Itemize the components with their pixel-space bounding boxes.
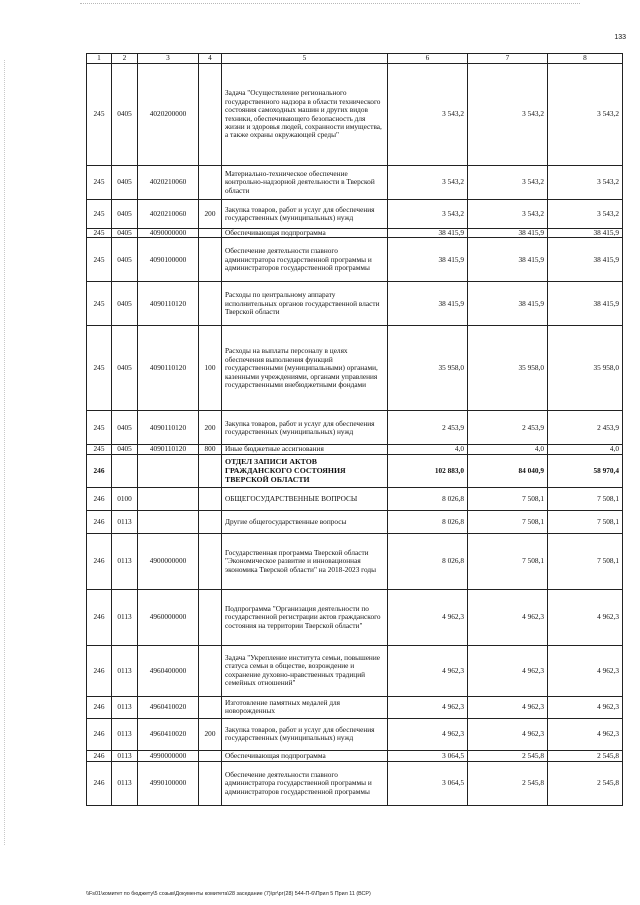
table-row [87,533,623,589]
table-row [87,750,623,761]
table-row [87,411,623,445]
amount-year3-cell: 38 415,9 [548,282,623,326]
target-article-cell: 4090000000 [138,229,199,238]
amount-year1-cell: 102 883,0 [388,454,468,487]
amount-year3-cell: 7 508,1 [548,510,623,533]
description-cell: Закупка товаров, работ и услуг для обеспечения государственных (муниципальных) нужд [222,411,388,445]
target-article-cell: 4090110120 [138,445,199,454]
section-code-cell: 0113 [112,510,138,533]
target-article-cell: 4020200000 [138,64,199,166]
footer-file-path: \\Fs01\комитет по бюджету\5 созыв\Документы комитета\28 заседание (7)\рг\рг(28) 544-П-6\Прил 5 Прил 11 (ВСР) [86,891,371,897]
target-article-cell: 4990000000 [138,750,199,761]
amount-year1-cell: 3 543,2 [388,166,468,200]
amount-year2-cell: 7 508,1 [468,533,548,589]
budget-code-cell: 246 [87,645,112,696]
expense-type-cell [199,533,222,589]
section-code-cell: 0113 [112,533,138,589]
budget-code-cell: 246 [87,761,112,805]
expense-type-cell [199,64,222,166]
amount-year2-cell: 4 962,3 [468,718,548,750]
budget-code-cell: 245 [87,445,112,454]
section-code-cell: 0100 [112,487,138,510]
column-header: 1 [87,54,112,64]
target-article-cell: 4960400000 [138,645,199,696]
section-code-cell: 0113 [112,589,138,645]
table-row [87,282,623,326]
table-row [87,326,623,411]
scan-noise-top [80,3,580,5]
amount-year3-cell: 3 543,2 [548,64,623,166]
column-header: 6 [388,54,468,64]
target-article-cell: 4960000000 [138,589,199,645]
budget-code-cell: 246 [87,533,112,589]
budget-code-cell: 245 [87,166,112,200]
amount-year3-cell: 2 453,9 [548,411,623,445]
amount-year3-cell: 58 970,4 [548,454,623,487]
expense-type-cell: 800 [199,445,222,454]
section-code-cell: 0405 [112,282,138,326]
amount-year3-cell: 38 415,9 [548,238,623,282]
table-row [87,200,623,229]
budget-code-cell: 246 [87,487,112,510]
target-article-cell: 4090100000 [138,238,199,282]
amount-year1-cell: 4 962,3 [388,589,468,645]
amount-year3-cell: 4 962,3 [548,718,623,750]
description-cell: Расходы по центральному аппарату исполнительных органов государственной власти Тверской области [222,282,388,326]
target-article-cell: 4900000000 [138,533,199,589]
description-cell: Государственная программа Тверской области "Экономическое развитие и инновационная экономика Тверской области" на 2018-2023 годы [222,533,388,589]
expense-type-cell [199,454,222,487]
amount-year2-cell: 7 508,1 [468,487,548,510]
column-header: 2 [112,54,138,64]
amount-year2-cell: 38 415,9 [468,229,548,238]
amount-year1-cell: 4,0 [388,445,468,454]
budget-code-cell: 246 [87,589,112,645]
budget-code-cell: 245 [87,282,112,326]
amount-year3-cell: 2 545,8 [548,761,623,805]
budget-code-cell: 246 [87,510,112,533]
expense-type-cell [199,229,222,238]
target-article-cell: 4090110120 [138,326,199,411]
table-row [87,718,623,750]
amount-year1-cell: 3 064,5 [388,761,468,805]
amount-year1-cell: 3 543,2 [388,200,468,229]
amount-year2-cell: 3 543,2 [468,64,548,166]
amount-year1-cell: 4 962,3 [388,718,468,750]
budget-code-cell: 245 [87,200,112,229]
amount-year3-cell: 3 543,2 [548,200,623,229]
description-cell: ОБЩЕГОСУДАРСТВЕННЫЕ ВОПРОСЫ [222,487,388,510]
amount-year1-cell: 8 026,8 [388,533,468,589]
amount-year3-cell: 4 962,3 [548,696,623,718]
amount-year3-cell: 7 508,1 [548,533,623,589]
amount-year1-cell: 3 543,2 [388,64,468,166]
target-article-cell: 4960410020 [138,696,199,718]
amount-year2-cell: 4,0 [468,445,548,454]
section-code-cell: 0405 [112,200,138,229]
amount-year1-cell: 3 064,5 [388,750,468,761]
amount-year3-cell: 4 962,3 [548,589,623,645]
description-cell: Обеспечивающая подпрограмма [222,750,388,761]
amount-year2-cell: 38 415,9 [468,238,548,282]
description-cell: Задача "Осуществление регионального государственного надзора в области технического состояния самоходных машин и других видов техники, обеспечивающего безопасность для жизни и здоровья людей, сохранности имущества, а также охраны окружающей среды" [222,64,388,166]
target-article-cell: 4020210060 [138,200,199,229]
section-code-cell: 0113 [112,696,138,718]
target-article-cell: 4990100000 [138,761,199,805]
amount-year2-cell: 35 958,0 [468,326,548,411]
description-cell: Закупка товаров, работ и услуг для обеспечения государственных (муниципальных) нужд [222,718,388,750]
description-cell: Задача "Укрепление института семьи, повышение статуса семьи в обществе, возрождение и сохранение духовно-нравственных традиций семейных отношений" [222,645,388,696]
page-number: 133 [614,34,626,41]
expense-type-cell: 200 [199,200,222,229]
description-cell: Изготовление памятных медалей для новорожденных [222,696,388,718]
section-code-cell: 0405 [112,166,138,200]
section-code-cell: 0405 [112,229,138,238]
amount-year2-cell: 38 415,9 [468,282,548,326]
budget-code-cell: 245 [87,326,112,411]
section-code-cell [112,454,138,487]
target-article-cell: 4090110120 [138,411,199,445]
budget-code-cell: 245 [87,64,112,166]
description-cell: Иные бюджетные ассигнования [222,445,388,454]
target-article-cell [138,454,199,487]
budget-code-cell: 246 [87,718,112,750]
amount-year3-cell: 3 543,2 [548,166,623,200]
table-body [87,64,623,806]
column-header: 8 [548,54,623,64]
expense-type-cell: 100 [199,326,222,411]
table-row [87,589,623,645]
amount-year2-cell: 2 545,8 [468,750,548,761]
section-code-cell: 0405 [112,326,138,411]
table-row [87,510,623,533]
expense-type-cell: 200 [199,411,222,445]
section-code-cell: 0113 [112,761,138,805]
scan-margin-mark [4,60,6,845]
amount-year2-cell: 3 543,2 [468,166,548,200]
description-cell: Обеспечение деятельности главного администратора государственной программы и администраторов государственной программы [222,238,388,282]
expense-type-cell [199,761,222,805]
description-cell: Закупка товаров, работ и услуг для обеспечения государственных (муниципальных) нужд [222,200,388,229]
budget-code-cell: 246 [87,750,112,761]
table-row [87,454,623,487]
amount-year2-cell: 4 962,3 [468,645,548,696]
expense-type-cell [199,696,222,718]
description-cell: Расходы на выплаты персоналу в целях обеспечения выполнения функций государственными (муниципальными) органами, казенными учреждениями, органами управления государственными внебюджетными фондами [222,326,388,411]
budget-code-cell: 245 [87,411,112,445]
amount-year1-cell: 4 962,3 [388,645,468,696]
amount-year3-cell: 4,0 [548,445,623,454]
section-code-cell: 0113 [112,718,138,750]
amount-year2-cell: 4 962,3 [468,589,548,645]
table-row [87,645,623,696]
amount-year1-cell: 35 958,0 [388,326,468,411]
section-code-cell: 0113 [112,645,138,696]
amount-year1-cell: 38 415,9 [388,282,468,326]
target-article-cell [138,487,199,510]
amount-year2-cell: 2 453,9 [468,411,548,445]
expense-type-cell [199,645,222,696]
expense-type-cell [199,487,222,510]
amount-year1-cell: 4 962,3 [388,696,468,718]
section-code-cell: 0405 [112,445,138,454]
section-code-cell: 0405 [112,238,138,282]
amount-year2-cell: 4 962,3 [468,696,548,718]
column-header: 3 [138,54,199,64]
amount-year2-cell: 84 040,9 [468,454,548,487]
section-code-cell: 0405 [112,411,138,445]
description-cell: Материально-техническое обеспечение контрольно-надзорной деятельности в Тверской области [222,166,388,200]
expense-type-cell [199,166,222,200]
expense-type-cell: 200 [199,718,222,750]
target-article-cell: 4020210060 [138,166,199,200]
expense-type-cell [199,510,222,533]
column-header: 5 [222,54,388,64]
budget-code-cell: 245 [87,229,112,238]
amount-year3-cell: 38 415,9 [548,229,623,238]
table-row [87,229,623,238]
table-row [87,445,623,454]
amount-year1-cell: 38 415,9 [388,229,468,238]
description-cell: Обеспечение деятельности главного администратора государственной программы и администраторов государственной программы [222,761,388,805]
table-row [87,64,623,166]
target-article-cell [138,510,199,533]
budget-code-cell: 245 [87,238,112,282]
amount-year2-cell: 7 508,1 [468,510,548,533]
budget-code-cell: 246 [87,454,112,487]
column-header: 7 [468,54,548,64]
description-cell: Другие общегосударственные вопросы [222,510,388,533]
section-code-cell: 0113 [112,750,138,761]
column-header: 4 [199,54,222,64]
budget-code-cell: 246 [87,696,112,718]
target-article-cell: 4960410020 [138,718,199,750]
table-row [87,487,623,510]
description-cell: Подпрограмма "Организация деятельности по государственной регистрации актов гражданского состояния на территории Тверской области" [222,589,388,645]
amount-year3-cell: 4 962,3 [548,645,623,696]
description-cell: ОТДЕЛ ЗАПИСИ АКТОВ ГРАЖДАНСКОГО СОСТОЯНИЯ ТВЕРСКОЙ ОБЛАСТИ [222,454,388,487]
section-code-cell: 0405 [112,64,138,166]
amount-year1-cell: 8 026,8 [388,510,468,533]
amount-year1-cell: 2 453,9 [388,411,468,445]
amount-year1-cell: 8 026,8 [388,487,468,510]
expense-type-cell [199,750,222,761]
amount-year2-cell: 3 543,2 [468,200,548,229]
amount-year3-cell: 2 545,8 [548,750,623,761]
table-row [87,696,623,718]
target-article-cell: 4090110120 [138,282,199,326]
amount-year3-cell: 7 508,1 [548,487,623,510]
column-number-row [87,54,623,64]
expense-type-cell [199,589,222,645]
amount-year2-cell: 2 545,8 [468,761,548,805]
amount-year1-cell: 38 415,9 [388,238,468,282]
amount-year3-cell: 35 958,0 [548,326,623,411]
table-row [87,761,623,805]
table-row [87,238,623,282]
budget-table [86,53,623,806]
table-row [87,166,623,200]
expense-type-cell [199,282,222,326]
expense-type-cell [199,238,222,282]
description-cell: Обеспечивающая подпрограмма [222,229,388,238]
